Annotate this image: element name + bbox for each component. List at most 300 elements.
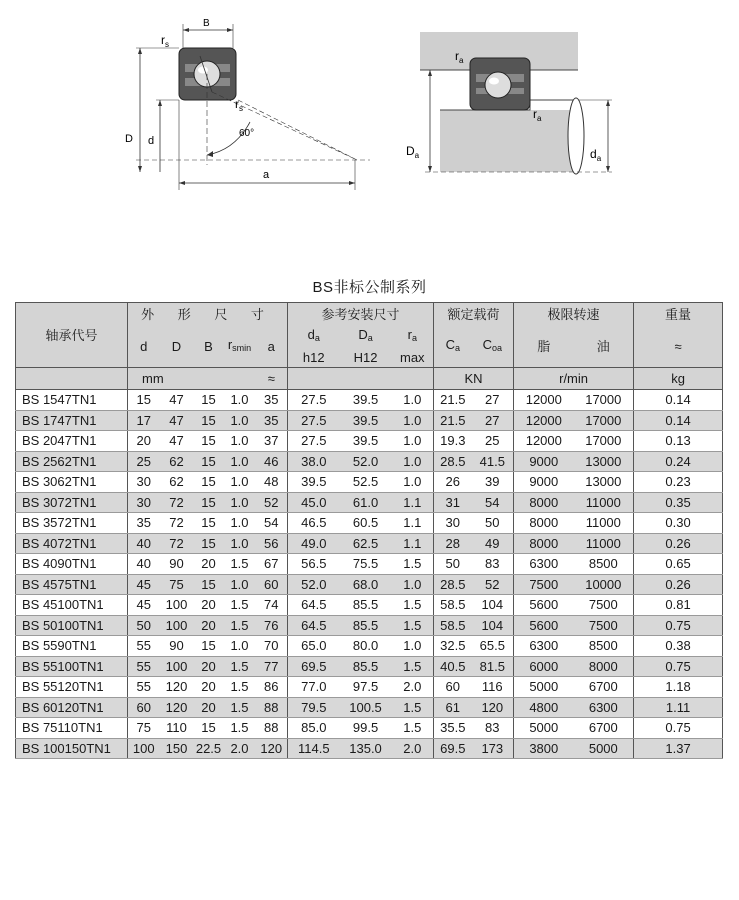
table-cell: 2.0 — [392, 677, 434, 698]
table-cell: 1.5 — [392, 718, 434, 739]
table-cell: 77 — [256, 656, 288, 677]
bearing-code: BS 75110TN1 — [16, 718, 128, 739]
table-cell: 46.5 — [288, 513, 340, 534]
table-cell: 9000 — [514, 451, 574, 472]
table-cell: 54 — [256, 513, 288, 534]
table-cell: 12000 — [514, 431, 574, 452]
table-cell: 22.5 — [194, 738, 224, 759]
table-title: BS非标公制系列 — [312, 279, 427, 296]
table-cell: 1.5 — [224, 697, 256, 718]
table-cell: 28 — [434, 533, 472, 554]
table-cell: 25 — [472, 431, 514, 452]
table-cell: 75.5 — [340, 554, 392, 575]
table-cell: 40.5 — [434, 656, 472, 677]
table-cell: 1.5 — [224, 656, 256, 677]
table-cell: 35 — [128, 513, 160, 534]
table-cell: 86 — [256, 677, 288, 698]
table-cell: 88 — [256, 718, 288, 739]
table-cell: 100.5 — [340, 697, 392, 718]
table-cell: 35 — [256, 410, 288, 431]
table-cell: 5000 — [514, 718, 574, 739]
table-row — [16, 472, 723, 493]
table-row — [16, 410, 723, 431]
table-cell: 17000 — [574, 410, 634, 431]
table-cell: 25 — [128, 451, 160, 472]
unit-install — [288, 368, 434, 390]
table-cell: 0.14 — [634, 390, 723, 411]
table-cell: 20 — [194, 615, 224, 636]
table-cell: 72 — [160, 492, 194, 513]
table-cell: 5000 — [574, 738, 634, 759]
table-cell: 6300 — [574, 697, 634, 718]
table-cell: 6000 — [514, 656, 574, 677]
col-Da: $D_a$ H12 — [340, 325, 392, 368]
table-cell: 0.75 — [634, 656, 723, 677]
table-row — [16, 451, 723, 472]
col-da: $d_a$ h12 — [288, 325, 340, 368]
table-cell: 52 — [256, 492, 288, 513]
label-Da: D — [406, 144, 415, 158]
table-cell: 1.5 — [392, 697, 434, 718]
bearing-code: BS 2047TN1 — [16, 431, 128, 452]
table-row — [16, 615, 723, 636]
table-cell: 1.0 — [224, 574, 256, 595]
label-rs-top-sub: s — [165, 40, 169, 49]
bearing-code: BS 55120TN1 — [16, 677, 128, 698]
table-cell: 104 — [472, 595, 514, 616]
table-cell: 49 — [472, 533, 514, 554]
table-cell: 15 — [194, 636, 224, 657]
table-cell: 1.0 — [392, 451, 434, 472]
table-cell: 20 — [194, 656, 224, 677]
table-cell: 27 — [472, 390, 514, 411]
table-cell: 45.0 — [288, 492, 340, 513]
table-cell: 120 — [472, 697, 514, 718]
table-cell: 69.5 — [288, 656, 340, 677]
table-row — [16, 677, 723, 698]
table-cell: 3800 — [514, 738, 574, 759]
svg-text:Da — [406, 144, 420, 160]
col-ra: $r_a$ max — [392, 325, 434, 368]
table-cell: 58.5 — [434, 595, 472, 616]
bearing-code: BS 60120TN1 — [16, 697, 128, 718]
table-cell: 27.5 — [288, 390, 340, 411]
table-cell: 39.5 — [340, 410, 392, 431]
table-cell: 8000 — [514, 492, 574, 513]
table-cell: 62 — [160, 472, 194, 493]
table-cell: 1.5 — [392, 656, 434, 677]
table-cell: 72 — [160, 513, 194, 534]
table-cell: 50 — [434, 554, 472, 575]
bearing-code: BS 3062TN1 — [16, 472, 128, 493]
table-cell: 1.5 — [392, 615, 434, 636]
table-cell: 52.0 — [340, 451, 392, 472]
table-row — [16, 492, 723, 513]
table-cell: 4800 — [514, 697, 574, 718]
table-cell: 35.5 — [434, 718, 472, 739]
table-cell: 2.0 — [392, 738, 434, 759]
table-cell: 19.3 — [434, 431, 472, 452]
table-cell: 68.0 — [340, 574, 392, 595]
table-cell: 27.5 — [288, 410, 340, 431]
table-cell: 15 — [194, 410, 224, 431]
table-cell: 54 — [472, 492, 514, 513]
table-cell: 0.26 — [634, 574, 723, 595]
table-cell: 150 — [160, 738, 194, 759]
table-cell: 40 — [128, 554, 160, 575]
table-row — [16, 697, 723, 718]
label-ra-top-sub: a — [459, 56, 464, 65]
table-cell: 1.18 — [634, 677, 723, 698]
table-cell: 45 — [128, 574, 160, 595]
table-row — [16, 513, 723, 534]
table-cell: 0.24 — [634, 451, 723, 472]
label-rs-mid-sub: s — [239, 104, 243, 113]
bearing-code: BS 55100TN1 — [16, 656, 128, 677]
table-cell: 1.0 — [224, 533, 256, 554]
table-cell: 79.5 — [288, 697, 340, 718]
table-cell: 1.5 — [224, 677, 256, 698]
table-cell: 61 — [434, 697, 472, 718]
header-row-3 — [16, 368, 723, 390]
table-row — [16, 533, 723, 554]
table-cell: 1.0 — [224, 513, 256, 534]
table-cell: 48 — [256, 472, 288, 493]
table-cell: 1.1 — [392, 513, 434, 534]
table-cell: 20 — [194, 554, 224, 575]
table-cell: 1.0 — [392, 431, 434, 452]
table-cell: 76 — [256, 615, 288, 636]
table-cell: 64.5 — [288, 595, 340, 616]
table-cell: 12000 — [514, 390, 574, 411]
table-cell: 7500 — [574, 595, 634, 616]
table-cell: 5000 — [514, 677, 574, 698]
col-weight-approx: ≈ — [634, 325, 723, 368]
table-cell: 97.5 — [340, 677, 392, 698]
table-cell: 55 — [128, 636, 160, 657]
table-cell: 30 — [434, 513, 472, 534]
table-cell: 50 — [128, 615, 160, 636]
table-cell: 110 — [160, 718, 194, 739]
table-cell: 27 — [472, 410, 514, 431]
table-cell: 116 — [472, 677, 514, 698]
table-cell: 85.5 — [340, 656, 392, 677]
label-rs-top: r — [161, 33, 165, 47]
table-cell: 83 — [472, 718, 514, 739]
label-a: a — [263, 169, 270, 181]
table-cell: 30 — [128, 472, 160, 493]
table-cell: 72 — [160, 533, 194, 554]
table-cell: 1.0 — [224, 390, 256, 411]
table-row — [16, 656, 723, 677]
bearing-dimension-diagram — [125, 18, 370, 190]
table-cell: 62.5 — [340, 533, 392, 554]
table-cell: 47 — [160, 431, 194, 452]
table-cell: 120 — [160, 697, 194, 718]
table-cell: 75 — [128, 718, 160, 739]
table-cell: 85.0 — [288, 718, 340, 739]
label-angle: 60° — [239, 128, 255, 139]
table-cell: 39.5 — [340, 431, 392, 452]
table-cell: 8000 — [514, 533, 574, 554]
table-cell: 83 — [472, 554, 514, 575]
bearing-code: BS 4575TN1 — [16, 574, 128, 595]
table-cell: 1.5 — [392, 554, 434, 575]
table-cell: 90 — [160, 636, 194, 657]
table-cell: 60.5 — [340, 513, 392, 534]
table-row — [16, 431, 723, 452]
header-dims: 外 形 尺 寸 — [128, 303, 288, 326]
table-cell: 52.0 — [288, 574, 340, 595]
col-B: B — [194, 325, 224, 368]
table-cell: 8500 — [574, 554, 634, 575]
table-cell: 6300 — [514, 636, 574, 657]
table-cell: 58.5 — [434, 615, 472, 636]
table-cell: 173 — [472, 738, 514, 759]
table-cell: 15 — [194, 431, 224, 452]
bearing-code: BS 4072TN1 — [16, 533, 128, 554]
table-cell: 114.5 — [288, 738, 340, 759]
table-cell: 11000 — [574, 533, 634, 554]
table-cell: 15 — [194, 718, 224, 739]
table-row — [16, 554, 723, 575]
col-d: d — [128, 325, 160, 368]
table-cell: 8000 — [574, 656, 634, 677]
table-cell: 1.0 — [224, 492, 256, 513]
bearing-code: BS 50100TN1 — [16, 615, 128, 636]
table-cell: 11000 — [574, 492, 634, 513]
table-cell: 1.0 — [392, 472, 434, 493]
table-cell: 100 — [160, 595, 194, 616]
table-cell: 88 — [256, 697, 288, 718]
table-cell: 65.5 — [472, 636, 514, 657]
bearing-code: BS 100150TN1 — [16, 738, 128, 759]
table-cell: 1.0 — [392, 390, 434, 411]
table-cell: 49.0 — [288, 533, 340, 554]
svg-text:da — [590, 147, 602, 163]
table-cell: 99.5 — [340, 718, 392, 739]
table-cell: 1.0 — [224, 636, 256, 657]
table-cell: 46 — [256, 451, 288, 472]
table-cell: 70 — [256, 636, 288, 657]
table-cell: 1.0 — [224, 410, 256, 431]
table-cell: 56 — [256, 533, 288, 554]
col-Coa: $C_{oa}$ — [472, 325, 514, 368]
table-cell: 1.0 — [224, 431, 256, 452]
bearing-code: BS 2562TN1 — [16, 451, 128, 472]
label-D: D — [125, 133, 133, 145]
bearing-code: BS 4090TN1 — [16, 554, 128, 575]
unit-kg: kg — [634, 368, 723, 390]
table-cell: 0.14 — [634, 410, 723, 431]
table-cell: 30 — [128, 492, 160, 513]
header-weight: 重量 — [634, 303, 723, 326]
bearing-code: BS 45100TN1 — [16, 595, 128, 616]
table-cell: 0.38 — [634, 636, 723, 657]
table-cell: 120 — [160, 677, 194, 698]
label-ra-right: r — [533, 107, 537, 121]
table-cell: 26 — [434, 472, 472, 493]
table-cell: 7500 — [514, 574, 574, 595]
table-cell: 60 — [128, 697, 160, 718]
table-cell: 1.11 — [634, 697, 723, 718]
table-cell: 62 — [160, 451, 194, 472]
table-row — [16, 738, 723, 759]
unit-mm: mm — [128, 368, 256, 390]
table-cell: 81.5 — [472, 656, 514, 677]
table-cell: 120 — [256, 738, 288, 759]
table-cell: 21.5 — [434, 410, 472, 431]
table-cell: 60 — [256, 574, 288, 595]
table-cell: 15 — [128, 390, 160, 411]
table-cell: 40 — [128, 533, 160, 554]
unit-a-approx: ≈ — [256, 368, 288, 390]
table-cell: 69.5 — [434, 738, 472, 759]
svg-text:ra — [533, 107, 542, 123]
table-cell: 20 — [128, 431, 160, 452]
table-cell: 85.5 — [340, 595, 392, 616]
table-cell: 8500 — [574, 636, 634, 657]
table-cell: 35 — [256, 390, 288, 411]
table-cell: 85.5 — [340, 615, 392, 636]
table-cell: 15 — [194, 472, 224, 493]
bearing-code: BS 3072TN1 — [16, 492, 128, 513]
table-cell: 15 — [194, 574, 224, 595]
svg-text:rs — [235, 97, 243, 113]
col-Ca: $C_a$ — [434, 325, 472, 368]
table-cell: 17 — [128, 410, 160, 431]
header-speed: 极限转速 — [514, 303, 634, 326]
table-cell: 55 — [128, 656, 160, 677]
header-load: 额定载荷 — [434, 303, 514, 326]
table-cell: 17000 — [574, 390, 634, 411]
table-cell: 6300 — [514, 554, 574, 575]
table-cell: 1.0 — [392, 574, 434, 595]
table-row — [16, 595, 723, 616]
table-cell: 1.1 — [392, 533, 434, 554]
table-cell: 39.5 — [288, 472, 340, 493]
table-cell: 15 — [194, 513, 224, 534]
bearing-code: BS 5590TN1 — [16, 636, 128, 657]
table-cell: 1.5 — [224, 615, 256, 636]
table-cell: 12000 — [514, 410, 574, 431]
table-cell: 15 — [194, 390, 224, 411]
table-cell: 9000 — [514, 472, 574, 493]
table-cell: 65.0 — [288, 636, 340, 657]
table-cell: 5600 — [514, 615, 574, 636]
table-cell: 52 — [472, 574, 514, 595]
table-cell: 10000 — [574, 574, 634, 595]
table-cell: 15 — [194, 492, 224, 513]
table-cell: 45 — [128, 595, 160, 616]
label-da: d — [590, 147, 597, 161]
bearing-code: BS 3572TN1 — [16, 513, 128, 534]
table-cell: 0.35 — [634, 492, 723, 513]
table-cell: 28.5 — [434, 574, 472, 595]
header-code: 轴承代号 — [16, 303, 128, 368]
table-cell: 37 — [256, 431, 288, 452]
table-cell: 39.5 — [340, 390, 392, 411]
table-cell: 7500 — [574, 615, 634, 636]
table-cell: 21.5 — [434, 390, 472, 411]
label-rs-mid: r — [235, 97, 239, 111]
label-Da-sub: a — [414, 151, 420, 160]
bearing-diagrams — [0, 0, 739, 270]
table-cell: 75 — [160, 574, 194, 595]
table-cell: 28.5 — [434, 451, 472, 472]
table-cell: 64.5 — [288, 615, 340, 636]
table-cell: 11000 — [574, 513, 634, 534]
label-da-sub: a — [596, 154, 602, 163]
table-cell: 31 — [434, 492, 472, 513]
table-cell: 1.5 — [224, 554, 256, 575]
table-cell: 100 — [128, 738, 160, 759]
table-cell: 52.5 — [340, 472, 392, 493]
svg-text:rs — [161, 33, 169, 49]
unit-rpm: r/min — [514, 368, 634, 390]
table-cell: 2.0 — [224, 738, 256, 759]
bearing-code: BS 1747TN1 — [16, 410, 128, 431]
table-row — [16, 718, 723, 739]
label-ra-top: r — [455, 49, 459, 63]
col-a: a — [256, 325, 288, 368]
col-oil: 油 — [574, 325, 634, 368]
table-cell: 67 — [256, 554, 288, 575]
table-cell: 32.5 — [434, 636, 472, 657]
table-cell: 74 — [256, 595, 288, 616]
table-row — [16, 390, 723, 411]
table-cell: 61.0 — [340, 492, 392, 513]
table-cell: 1.0 — [224, 451, 256, 472]
table-cell: 1.1 — [392, 492, 434, 513]
table-cell: 135.0 — [340, 738, 392, 759]
table-cell: 0.26 — [634, 533, 723, 554]
table-row — [16, 636, 723, 657]
table-cell: 60 — [434, 677, 472, 698]
table-cell: 50 — [472, 513, 514, 534]
table-cell: 0.23 — [634, 472, 723, 493]
label-b: B — [203, 18, 210, 29]
table-cell: 1.5 — [224, 718, 256, 739]
table-cell: 90 — [160, 554, 194, 575]
table-cell: 20 — [194, 697, 224, 718]
table-cell: 6700 — [574, 718, 634, 739]
header-row-1 — [16, 303, 723, 326]
table-cell: 15 — [194, 451, 224, 472]
col-grease: 脂 — [514, 325, 574, 368]
table-cell: 17000 — [574, 431, 634, 452]
table-cell: 104 — [472, 615, 514, 636]
table-cell: 47 — [160, 410, 194, 431]
table-cell: 56.5 — [288, 554, 340, 575]
header-install: 参考安装尺寸 — [288, 303, 434, 326]
table-cell: 0.81 — [634, 595, 723, 616]
unit-code — [16, 368, 128, 390]
table-cell: 41.5 — [472, 451, 514, 472]
table-cell: 13000 — [574, 451, 634, 472]
table-cell: 39 — [472, 472, 514, 493]
table-cell: 6700 — [574, 677, 634, 698]
table-cell: 0.30 — [634, 513, 723, 534]
mounting-dimension-diagram — [406, 32, 612, 174]
table-cell: 55 — [128, 677, 160, 698]
table-cell: 8000 — [514, 513, 574, 534]
table-cell: 20 — [194, 595, 224, 616]
table-cell: 1.5 — [392, 595, 434, 616]
bearing-code: BS 1547TN1 — [16, 390, 128, 411]
table-cell: 100 — [160, 656, 194, 677]
table-cell: 0.75 — [634, 615, 723, 636]
